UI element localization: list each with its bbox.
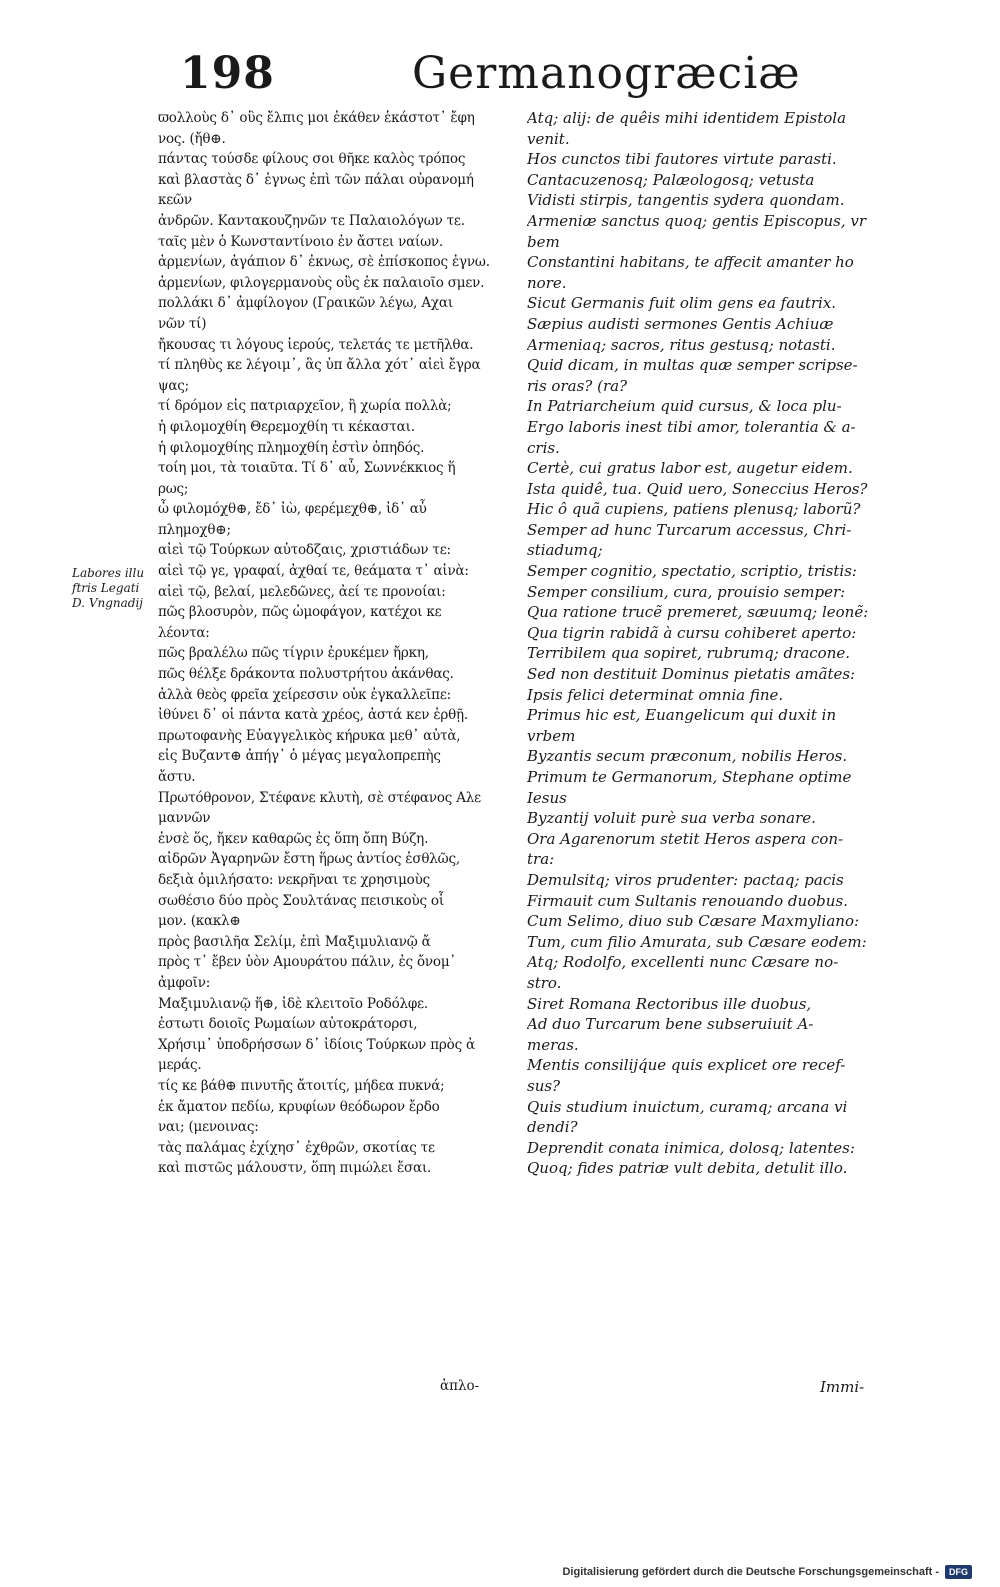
- greek-verse-line: πρὸς βασιλῆα Σελίμ, ἐπὶ Μαξιμυλιανῷ ἄ: [158, 933, 431, 950]
- greek-verse-line: Χρήσιμ᾽ ὑποδρήσσων δ᾽ ἰδίοις Τούρκων πρὸς ἀ: [158, 1036, 475, 1053]
- latin-verse-line: Semper consilium, cura, prouisio semper:: [527, 582, 846, 601]
- latin-verse-line: ris oras? (ra?: [527, 376, 628, 395]
- latin-verse-line: Ora Agarenorum stetit Heros aspera con-: [527, 829, 844, 848]
- latin-verse-line: Sæpius audisti sermones Gentis Achiuæ: [527, 314, 834, 333]
- latin-verse-line: Quid dicam, in multas quæ semper scripse-: [527, 356, 858, 375]
- latin-verse-line: venit.: [527, 129, 570, 148]
- marginal-note-line: D. Vngnadij: [72, 596, 144, 610]
- greek-verse-line: πάντας τούσδε φίλους σοι θῆκε καλὸς τρόπος: [158, 151, 466, 168]
- greek-verse-line: πολλάκι δ᾽ ἀμφίλογον (Γραικῶν λέγω, Αχαι: [158, 295, 453, 312]
- latin-verse-line: Hic ô quã cupiens, patiens plenusq; laborũ?: [527, 500, 861, 519]
- latin-verse-line: Cantacuzenosq; Palæologosq; vetusta: [527, 170, 815, 189]
- greek-verse-line: σωθέσιο δύο πρὸς Σουλτάνας πεισικοὺς οἷ: [158, 892, 444, 909]
- latin-verse-line: Certè, cui gratus labor est, augetur eidem.: [527, 459, 853, 478]
- greek-verse-line: τίς κε βάθ⊕ πινυτῆς ἄτοιτίς, μήδεα πυκνά;: [158, 1077, 445, 1094]
- latin-column: [527, 108, 899, 1179]
- marginal-note: [72, 566, 168, 611]
- latin-verse-line: Sicut Germanis fuit olim gens ea fautrix.: [527, 294, 837, 313]
- latin-verse-line: Sed non destituit Dominus pietatis amãtes:: [527, 665, 856, 684]
- latin-verse-line: sus?: [527, 1076, 561, 1095]
- greek-verse-line: ἐκ ἄματον πεδίω, κρυφίων θεόδωρον ἔρδο: [158, 1098, 440, 1115]
- greek-verse-line: μεράς.: [158, 1057, 202, 1074]
- latin-verse-line: vrbem: [527, 726, 576, 745]
- latin-verse-line: Siret Romana Rectoribus ille duobus,: [527, 994, 812, 1013]
- latin-verse-line: Ista quidê, tua. Quid uero, Soneccius Heros?: [527, 479, 868, 498]
- latin-verse-line: Byzantis secum præconum, nobilis Heros.: [527, 747, 848, 766]
- greek-verse-line: ϖολλοὺς δ᾽ οὓς ἔλπις μοι ἐκάθεν ἑκάστοτ᾽ ἔφη: [158, 110, 475, 126]
- greek-verse-line: ναι; (μενοινας:: [158, 1119, 259, 1136]
- greek-verse-line: Μαξιμυλιανῷ ἥ⊕, ἰδὲ κλειτοῖο Ροδόλφε.: [158, 995, 429, 1012]
- latin-verse-line: Byzantij voluit purè sua verba sonare.: [527, 809, 816, 828]
- greek-verse-line: ψας;: [158, 377, 190, 394]
- latin-verse-line: meras.: [527, 1035, 579, 1054]
- greek-verse-line: ἀλλὰ θεὸς φρεῖα χείρεσσιν οὐκ ἐγκαλλεῖπε:: [158, 686, 451, 703]
- latin-verse-line: stiadumq;: [527, 541, 603, 560]
- greek-verse-line: πῶς βραλέλω πῶς τίγριν ἐρυκέμεν ἤρκη,: [158, 645, 429, 662]
- greek-verse-line: τί πληθὺς κε λέγοιμ᾽, ἃς ὑπ ἄλλα χότ᾽ αἰεὶ ἔγρα: [158, 357, 481, 374]
- greek-verse-line: καὶ πιστῶς μάλουστν, ὅπη πιμώλει ἔσαι.: [158, 1160, 432, 1177]
- greek-column: [158, 108, 520, 1179]
- greek-verse-line: καὶ βλαστὰς δ᾽ ἐγνως ἐπὶ τῶν πάλαι οὐρανομή: [158, 171, 474, 188]
- greek-verse-line: πρὸς τ᾽ ἔβεν ὑὸν Αμουράτου πάλιν, ἐς ὄνομ᾽: [158, 954, 456, 971]
- latin-verse-line: Deprendit conata inimica, dolosq; latentes:: [527, 1138, 855, 1157]
- latin-verse-line: Primum te Germanorum, Stephane optime: [527, 768, 852, 786]
- latin-verse-line: Ipsis felici determinat omnia fine.: [527, 685, 784, 704]
- latin-verse-line: Terribilem qua sopiret, rubrumq; dracone.: [527, 644, 850, 663]
- latin-verse-line: Ergo laboris inest tibi amor, tolerantia & a-: [527, 417, 856, 436]
- dfg-logo-icon: DFG: [945, 1565, 972, 1579]
- latin-verse-line: bem: [527, 232, 560, 251]
- latin-verse-line: Tum, cum filio Amurata, sub Cæsare eodem:: [527, 932, 867, 951]
- greek-verse-line: ἡ φιλομοχθίης πλημοχθίη ἐστὶν ὀπηδός.: [158, 439, 425, 456]
- greek-verse-line: ἤκουσας τι λόγους ἱερούς, τελετάς τε μετῆλθα.: [158, 336, 474, 353]
- greek-verse-line: τὰς παλάμας ἐχίχησ᾽ ἐχθρῶν, σκοτίας τε: [158, 1139, 435, 1156]
- greek-verse-line: αἰεὶ τῷ Τούρκων αὐτοδζαις, χριστιάδων τε:: [158, 542, 451, 559]
- greek-verse-line: νῶν τί): [158, 315, 207, 332]
- latin-verse-line: dendi?: [527, 1118, 578, 1137]
- latin-verse-line: Iesus: [527, 788, 567, 807]
- greek-verse-line: ἰθύνει δ᾽ οἱ πάντα κατὰ χρέος, ἀστά κεν ἐρθῇ.: [158, 707, 469, 724]
- latin-verse-line: Quis studium inuictum, curamq; arcana vi: [527, 1097, 848, 1116]
- greek-verse-line: ὦ φιλομόχθ⊕, ἔδ᾽ ἰὼ, φερέμεχθ⊕, ἰδ᾽ αὖ: [158, 501, 427, 518]
- greek-verse-line: μαννῶν: [158, 810, 211, 827]
- latin-verse-line: In Patriarcheium quid cursus, & loca plu-: [527, 397, 842, 416]
- marginal-note-line: Labores illu: [72, 566, 145, 580]
- latin-verse-line: Semper cognitio, spectatio, scriptio, tristis:: [527, 562, 857, 581]
- latin-verse-line: nore.: [527, 273, 567, 292]
- latin-verse-line: Demulsitq; viros prudenter: pactaq; pacis: [527, 870, 844, 889]
- greek-verse-line: τί δρόμον εἰς πατριαρχεῖον, ἢ χωρία πολλὰ;: [158, 398, 452, 415]
- greek-verse-line: πλημοχθ⊕;: [158, 521, 231, 538]
- greek-verse-line: πρωτοφανὴς Εὐαγγελικὸς κήρυκα μεθ᾽ αὐτὰ,: [158, 727, 461, 744]
- greek-verse-line: κεῶν: [158, 192, 192, 209]
- greek-verse-line: αἰεὶ τῷ γε, γραφαί, ἀχθαί τε, θεάματα τ᾽ αἰνὰ:: [158, 563, 469, 580]
- latin-verse-line: Quoq; fides patriæ vult debita, detulit illo.: [527, 1159, 848, 1178]
- greek-verse-line: ἀρμενίων, ἀγάπιον δ᾽ ἐκνως, σὲ ἐπίσκοπος ἐγνω.: [158, 254, 490, 271]
- greek-verse-line: εἰς Βυζαντ⊕ ἀπήγ᾽ ὁ μέγας μεγαλοπρεπὴς: [158, 748, 441, 765]
- latin-verse-line: Semper ad hunc Turcarum accessus, Chri-: [527, 520, 852, 539]
- latin-verse-line: stro.: [527, 973, 562, 992]
- greek-verse-line: ἀνδρῶν. Καντακουζηνῶν τε Παλαιολόγων τε.: [158, 212, 465, 229]
- greek-verse-line: μον. (κακλ⊕: [158, 913, 241, 930]
- latin-catchword: Immi-: [820, 1378, 865, 1396]
- greek-verse-line: πῶς βλοσυρὸν, πῶς ὠμοφάγον, κατέχοι κε: [158, 604, 442, 621]
- greek-verse-line: ἡ φιλομοχθίη Θερεμοχθίη τι κέκασται.: [158, 418, 415, 435]
- latin-verse-line: Atq; alij: de quêis mihi identidem Epistola: [527, 109, 847, 127]
- latin-verse-line: Cum Selimo, diuo sub Cæsare Maxmyliano:: [527, 912, 860, 931]
- latin-verse-line: Atq; Rodolfo, excellenti nunc Cæsare no-: [527, 953, 839, 972]
- greek-verse-line: ἐστωτι δοιοῖς Ρωμαίων αὐτοκράτορσι,: [158, 1016, 418, 1033]
- greek-verse-line: αἰδρῶν Ἀγαρηνῶν ἔστη ἥρως ἀντίος ἐσθλῶς,: [158, 851, 460, 868]
- latin-verse-line: Primus hic est, Euangelicum qui duxit in: [527, 706, 837, 725]
- latin-verse-line: Ad duo Turcarum bene subseruiuit A-: [527, 1015, 814, 1034]
- running-title: Germanogræciæ: [412, 48, 801, 99]
- latin-verse-line: Firmauit cum Sultanis renouando duobus.: [527, 891, 848, 910]
- greek-verse-line: δεξιὰ ὁμιλήσατο: νεκρῆναι τε χρησιμοὺς: [158, 871, 430, 888]
- page-number: 198: [180, 48, 275, 99]
- greek-verse-line: ρως;: [158, 480, 189, 497]
- latin-verse-line: Constantini habitans, te affecit amanter ho: [527, 253, 854, 272]
- greek-verse-line: Πρωτόθρονον, Στέφανε κλυτὴ, σὲ στέφανος Αλε: [158, 789, 481, 806]
- marginal-note-line: ftris Legati: [72, 581, 140, 595]
- greek-catchword: ἀπλο-: [440, 1378, 480, 1394]
- latin-verse-line: Armeniaq; sacros, ritus gestusq; notasti.: [527, 335, 836, 354]
- greek-verse-line: ἀμφοῖν:: [158, 974, 211, 991]
- latin-verse-line: cris.: [527, 438, 560, 457]
- greek-verse-line: νος. (ἤθ⊕.: [158, 130, 226, 147]
- greek-verse-line: λέοντα:: [158, 624, 210, 641]
- latin-verse-line: Mentis consilijq́ue quis explicet ore recef-: [527, 1056, 846, 1075]
- latin-verse-line: Hos cunctos tibi fautores virtute parasti.: [527, 150, 837, 169]
- greek-verse-line: αἰεὶ τῷ, βελαί, μελεδῶνες, ἀεί τε προνοίαι:: [158, 583, 446, 600]
- greek-verse-line: ἀρμενίων, φιλογερμανοὺς οὓς ἐκ παλαιοῖο σμεν.: [158, 274, 485, 291]
- greek-verse-line: ταῖς μὲν ὁ Κωνσταντίνοιο ἐν ἄστει ναίων.: [158, 233, 444, 250]
- latin-verse-line: Qua tigrin rabidã à cursu cohiberet aperto:: [527, 623, 857, 642]
- digitization-footer: [562, 1565, 972, 1579]
- latin-verse-line: Vidisti stirpis, tangentis sydera quondam.: [527, 191, 845, 210]
- latin-verse-line: tra:: [527, 850, 555, 869]
- greek-verse-line: πῶς θέλξε δράκοντα πολυστρήτου ἀκάνθας.: [158, 666, 454, 683]
- latin-verse-line: Qua ratione trucẽ premeret, sæuumq; leonẽ:: [527, 603, 869, 622]
- greek-verse-line: τοίη μοι, τὰ τοιαῦτα. Τί δ᾽ αὖ, Σωννέκκιος ἥ: [158, 460, 456, 477]
- footer-text: Digitalisierung gefördert durch die Deutsche Forschungsgemeinschaft -: [562, 1566, 939, 1578]
- greek-verse-line: ἄστυ.: [158, 769, 196, 785]
- greek-verse-line: ἐνσὲ ὅς, ἤκεν καθαρῶς ἐς ὅπη ὄπη Βύζη.: [158, 830, 429, 847]
- latin-verse-line: Armeniæ sanctus quoq; gentis Episcopus, vr: [527, 211, 867, 230]
